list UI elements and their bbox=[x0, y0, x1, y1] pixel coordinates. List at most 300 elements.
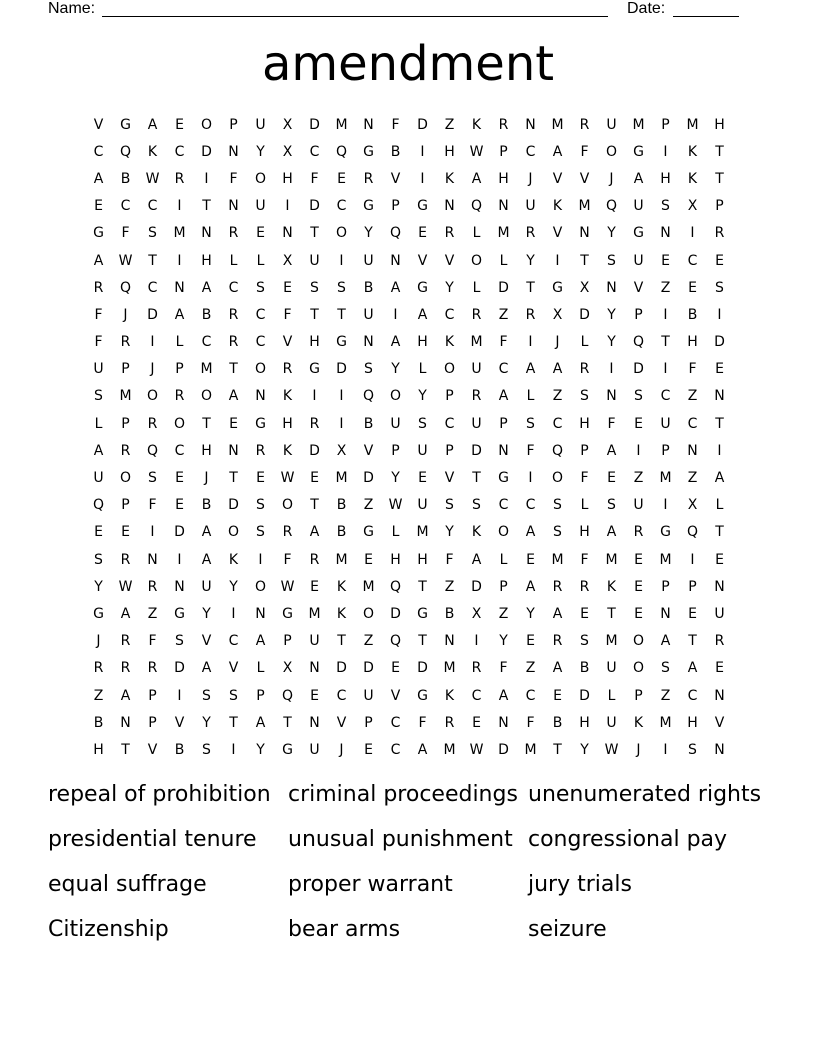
grid-letter: R bbox=[228, 334, 239, 351]
grid-letter: I bbox=[528, 334, 533, 351]
grid-letter: A bbox=[93, 170, 104, 187]
grid-letter: T bbox=[715, 143, 724, 160]
grid-letter: S bbox=[553, 497, 562, 514]
grid-letter: I bbox=[663, 741, 668, 758]
grid-letter: V bbox=[336, 714, 347, 731]
grid-letter: N bbox=[255, 388, 266, 405]
grid-letter: N bbox=[174, 279, 185, 296]
grid-letter: T bbox=[229, 714, 238, 731]
grid-letter: Z bbox=[552, 388, 563, 405]
grid-letter: X bbox=[282, 252, 293, 269]
grid-letter: E bbox=[715, 252, 724, 269]
grid-letter: A bbox=[552, 361, 563, 378]
grid-letter: B bbox=[336, 497, 347, 514]
grid-letter: G bbox=[309, 361, 320, 378]
grid-letter: S bbox=[472, 497, 481, 514]
grid-letter: I bbox=[177, 551, 182, 568]
grid-letter: S bbox=[661, 198, 670, 215]
grid-letter: C bbox=[471, 687, 482, 704]
grid-letter: N bbox=[606, 388, 617, 405]
grid-letter: E bbox=[634, 551, 643, 568]
grid-letter: J bbox=[204, 470, 209, 487]
grid-letter: Y bbox=[499, 633, 508, 650]
grid-letter: E bbox=[526, 551, 535, 568]
grid-letter: E bbox=[634, 578, 643, 595]
grid-letter: T bbox=[580, 252, 589, 269]
grid-letter: S bbox=[175, 633, 184, 650]
grid-letter: Y bbox=[445, 524, 454, 541]
grid-letter: L bbox=[580, 334, 589, 351]
grid-letter: M bbox=[497, 225, 510, 242]
grid-letter: I bbox=[663, 306, 668, 323]
grid-letter: Y bbox=[445, 279, 454, 296]
grid-letter: Q bbox=[362, 388, 375, 405]
grid-letter: A bbox=[633, 170, 644, 187]
grid-letter: L bbox=[472, 225, 481, 242]
grid-letter: R bbox=[228, 306, 239, 323]
grid-letter: V bbox=[363, 442, 374, 459]
word-list-item: proper warrant bbox=[288, 872, 453, 897]
grid-letter: S bbox=[553, 524, 562, 541]
grid-letter: U bbox=[363, 306, 374, 323]
grid-letter: S bbox=[607, 497, 616, 514]
grid-letter: E bbox=[337, 170, 346, 187]
grid-letter: Y bbox=[607, 306, 616, 323]
grid-letter: L bbox=[94, 415, 103, 432]
grid-letter: Q bbox=[146, 442, 159, 459]
grid-letter: G bbox=[282, 741, 293, 758]
grid-letter: E bbox=[418, 470, 427, 487]
grid-letter: B bbox=[363, 279, 374, 296]
grid-letter: V bbox=[147, 741, 158, 758]
grid-letter: C bbox=[444, 306, 455, 323]
grid-letter: O bbox=[254, 361, 267, 378]
grid-letter: R bbox=[120, 660, 131, 677]
grid-letter: G bbox=[363, 198, 374, 215]
grid-letter: S bbox=[229, 687, 238, 704]
grid-letter: W bbox=[388, 497, 403, 514]
grid-letter: I bbox=[663, 143, 668, 160]
grid-letter: N bbox=[714, 388, 725, 405]
grid-letter: Z bbox=[147, 605, 158, 622]
grid-letter: T bbox=[418, 633, 427, 650]
grid-letter: J bbox=[636, 741, 641, 758]
grid-letter: B bbox=[201, 306, 212, 323]
grid-letter: B bbox=[120, 170, 131, 187]
grid-letter: Z bbox=[660, 279, 671, 296]
grid-letter: R bbox=[471, 306, 482, 323]
grid-letter: L bbox=[391, 524, 400, 541]
grid-letter: J bbox=[123, 306, 128, 323]
grid-letter: S bbox=[94, 388, 103, 405]
grid-letter: N bbox=[309, 714, 320, 731]
grid-letter: U bbox=[660, 415, 671, 432]
grid-letter: D bbox=[228, 497, 239, 514]
grid-letter: Q bbox=[551, 442, 564, 459]
grid-letter: C bbox=[255, 306, 266, 323]
grid-letter: K bbox=[444, 334, 455, 351]
grid-letter: H bbox=[687, 714, 698, 731]
grid-letter: R bbox=[174, 388, 185, 405]
header bbox=[48, 0, 768, 20]
grid-letter: O bbox=[200, 388, 213, 405]
grid-letter: K bbox=[228, 551, 239, 568]
grid-letter: D bbox=[336, 361, 347, 378]
grid-letter: F bbox=[229, 170, 238, 187]
grid-letter: F bbox=[607, 415, 616, 432]
grid-letter: F bbox=[580, 551, 589, 568]
grid-letter: B bbox=[687, 306, 698, 323]
grid-letter: W bbox=[604, 741, 619, 758]
grid-letter: U bbox=[471, 415, 482, 432]
date-blank-line bbox=[673, 16, 739, 17]
word-list-item: equal suffrage bbox=[48, 872, 207, 897]
grid-letter: G bbox=[417, 687, 428, 704]
grid-letter: D bbox=[174, 660, 185, 677]
grid-letter: D bbox=[498, 741, 509, 758]
grid-letter: R bbox=[579, 361, 590, 378]
grid-letter: M bbox=[416, 524, 429, 541]
grid-letter: R bbox=[93, 660, 104, 677]
grid-letter: E bbox=[256, 470, 265, 487]
grid-letter: S bbox=[715, 279, 724, 296]
grid-letter: P bbox=[499, 143, 508, 160]
grid-letter: N bbox=[120, 714, 131, 731]
grid-letter: H bbox=[282, 170, 293, 187]
grid-letter: Q bbox=[389, 633, 402, 650]
grid-letter: G bbox=[255, 415, 266, 432]
grid-letter: M bbox=[335, 470, 348, 487]
grid-letter: Y bbox=[202, 605, 211, 622]
grid-letter: A bbox=[552, 605, 563, 622]
grid-letter: E bbox=[526, 633, 535, 650]
word-list-item: Citizenship bbox=[48, 917, 169, 942]
grid-letter: Q bbox=[632, 334, 645, 351]
grid-letter: R bbox=[228, 225, 239, 242]
grid-letter: X bbox=[579, 279, 590, 296]
grid-letter: D bbox=[714, 334, 725, 351]
grid-letter: F bbox=[418, 714, 427, 731]
grid-letter: M bbox=[578, 198, 591, 215]
grid-letter: V bbox=[93, 116, 104, 133]
grid-letter: I bbox=[285, 198, 290, 215]
grid-letter: U bbox=[525, 198, 536, 215]
grid-letter: U bbox=[606, 714, 617, 731]
grid-letter: M bbox=[524, 741, 537, 758]
grid-letter: N bbox=[228, 198, 239, 215]
grid-letter: F bbox=[526, 442, 535, 459]
grid-letter: P bbox=[580, 442, 589, 459]
grid-letter: S bbox=[256, 524, 265, 541]
grid-letter: H bbox=[201, 252, 212, 269]
grid-letter: Q bbox=[686, 524, 699, 541]
grid-letter: R bbox=[147, 660, 158, 677]
grid-letter: P bbox=[175, 361, 184, 378]
grid-letter: E bbox=[580, 605, 589, 622]
grid-letter: P bbox=[661, 578, 670, 595]
grid-letter: V bbox=[174, 714, 185, 731]
grid-letter: N bbox=[228, 442, 239, 459]
grid-letter: L bbox=[175, 334, 184, 351]
grid-letter: N bbox=[228, 143, 239, 160]
grid-letter: M bbox=[362, 578, 375, 595]
grid-letter: I bbox=[609, 361, 614, 378]
grid-letter: M bbox=[659, 714, 672, 731]
grid-letter: C bbox=[93, 143, 104, 160]
grid-letter: T bbox=[337, 633, 346, 650]
grid-letter: C bbox=[336, 687, 347, 704]
grid-letter: V bbox=[633, 279, 644, 296]
grid-letter: I bbox=[339, 252, 344, 269]
grid-letter: E bbox=[364, 741, 373, 758]
grid-letter: H bbox=[417, 334, 428, 351]
grid-letter: D bbox=[309, 442, 320, 459]
grid-letter: X bbox=[471, 605, 482, 622]
grid-letter: N bbox=[498, 442, 509, 459]
grid-letter: B bbox=[363, 415, 374, 432]
grid-letter: P bbox=[391, 442, 400, 459]
grid-letter: N bbox=[282, 225, 293, 242]
grid-letter: T bbox=[715, 415, 724, 432]
grid-letter: A bbox=[417, 741, 428, 758]
grid-letter: T bbox=[715, 524, 724, 541]
grid-letter: D bbox=[309, 198, 320, 215]
grid-letter: A bbox=[147, 116, 158, 133]
grid-letter: C bbox=[390, 714, 401, 731]
grid-letter: A bbox=[93, 252, 104, 269]
grid-letter: A bbox=[201, 524, 212, 541]
grid-letter: N bbox=[714, 578, 725, 595]
grid-letter: X bbox=[687, 198, 698, 215]
grid-letter: G bbox=[336, 334, 347, 351]
grid-letter: B bbox=[579, 660, 590, 677]
grid-letter: A bbox=[93, 442, 104, 459]
grid-letter: U bbox=[255, 198, 266, 215]
grid-letter: S bbox=[607, 252, 616, 269]
grid-letter: P bbox=[661, 442, 670, 459]
grid-letter: N bbox=[606, 279, 617, 296]
grid-letter: A bbox=[417, 306, 428, 323]
grid-letter: B bbox=[552, 714, 563, 731]
grid-letter: M bbox=[119, 388, 132, 405]
grid-letter: L bbox=[256, 660, 265, 677]
grid-letter: N bbox=[498, 714, 509, 731]
grid-letter: Z bbox=[93, 687, 104, 704]
grid-letter: Z bbox=[363, 497, 374, 514]
grid-letter: G bbox=[552, 279, 563, 296]
grid-letter: U bbox=[390, 415, 401, 432]
grid-letter: A bbox=[471, 170, 482, 187]
grid-letter: R bbox=[147, 415, 158, 432]
grid-letter: I bbox=[393, 306, 398, 323]
grid-letter: A bbox=[660, 633, 671, 650]
grid-letter: I bbox=[231, 741, 236, 758]
grid-letter: H bbox=[282, 415, 293, 432]
grid-letter: L bbox=[499, 252, 508, 269]
grid-letter: K bbox=[633, 714, 644, 731]
grid-letter: S bbox=[202, 741, 211, 758]
grid-letter: R bbox=[444, 225, 455, 242]
grid-letter: V bbox=[444, 470, 455, 487]
grid-letter: N bbox=[498, 198, 509, 215]
grid-letter: C bbox=[444, 415, 455, 432]
grid-letter: S bbox=[634, 388, 643, 405]
grid-letter: P bbox=[688, 578, 697, 595]
grid-letter: O bbox=[281, 497, 294, 514]
grid-letter: A bbox=[525, 578, 536, 595]
grid-letter: L bbox=[499, 551, 508, 568]
grid-letter: C bbox=[309, 143, 320, 160]
grid-letter: C bbox=[228, 633, 239, 650]
grid-letter: H bbox=[417, 551, 428, 568]
grid-letter: H bbox=[201, 442, 212, 459]
grid-letter: R bbox=[120, 551, 131, 568]
grid-letter: E bbox=[175, 497, 184, 514]
grid-letter: G bbox=[417, 198, 428, 215]
grid-letter: G bbox=[93, 605, 104, 622]
grid-letter: Y bbox=[94, 578, 103, 595]
grid-letter: G bbox=[417, 279, 428, 296]
grid-letter: K bbox=[444, 687, 455, 704]
grid-letter: F bbox=[688, 361, 697, 378]
grid-letter: Y bbox=[256, 741, 265, 758]
grid-letter: E bbox=[175, 470, 184, 487]
grid-letter: V bbox=[579, 170, 590, 187]
grid-letter: Q bbox=[335, 143, 348, 160]
grid-letter: J bbox=[339, 741, 344, 758]
name-blank-line bbox=[102, 16, 608, 17]
grid-letter: U bbox=[363, 687, 374, 704]
grid-letter: G bbox=[120, 116, 131, 133]
grid-letter: U bbox=[309, 633, 320, 650]
grid-letter: N bbox=[255, 605, 266, 622]
grid-letter: I bbox=[339, 388, 344, 405]
grid-letter: P bbox=[499, 415, 508, 432]
grid-letter: A bbox=[471, 551, 482, 568]
grid-letter: G bbox=[174, 605, 185, 622]
grid-letter: F bbox=[445, 551, 454, 568]
grid-letter: A bbox=[120, 605, 131, 622]
grid-letter: I bbox=[312, 388, 317, 405]
grid-letter: L bbox=[418, 361, 427, 378]
grid-letter: R bbox=[444, 714, 455, 731]
grid-letter: N bbox=[363, 116, 374, 133]
grid-letter: L bbox=[715, 497, 724, 514]
grid-letter: R bbox=[282, 361, 293, 378]
grid-letter: D bbox=[417, 660, 428, 677]
grid-letter: Z bbox=[444, 116, 455, 133]
grid-letter: P bbox=[499, 578, 508, 595]
grid-letter: P bbox=[148, 687, 157, 704]
grid-letter: U bbox=[201, 578, 212, 595]
grid-letter: Y bbox=[202, 714, 211, 731]
grid-letter: U bbox=[633, 497, 644, 514]
grid-letter: Q bbox=[281, 687, 294, 704]
grid-letter: T bbox=[202, 198, 211, 215]
grid-letter: S bbox=[688, 741, 697, 758]
grid-letter: R bbox=[633, 524, 644, 541]
grid-letter: A bbox=[228, 388, 239, 405]
grid-letter: Q bbox=[92, 497, 105, 514]
word-list-item: seizure bbox=[528, 917, 607, 942]
grid-letter: P bbox=[283, 633, 292, 650]
grid-letter: A bbox=[687, 660, 698, 677]
grid-letter: L bbox=[607, 687, 616, 704]
grid-letter: Y bbox=[364, 225, 373, 242]
grid-letter: P bbox=[148, 714, 157, 731]
grid-letter: C bbox=[228, 279, 239, 296]
grid-letter: E bbox=[121, 524, 130, 541]
grid-letter: K bbox=[336, 605, 347, 622]
grid-letter: X bbox=[336, 442, 347, 459]
grid-letter: M bbox=[659, 551, 672, 568]
grid-letter: I bbox=[177, 198, 182, 215]
grid-letter: R bbox=[174, 170, 185, 187]
word-list bbox=[48, 774, 768, 954]
grid-letter: S bbox=[256, 497, 265, 514]
grid-letter: A bbox=[714, 470, 725, 487]
grid-letter: E bbox=[229, 415, 238, 432]
grid-letter: K bbox=[147, 143, 158, 160]
grid-letter: E bbox=[310, 470, 319, 487]
grid-letter: R bbox=[714, 225, 725, 242]
grid-letter: B bbox=[444, 605, 455, 622]
grid-letter: P bbox=[634, 306, 643, 323]
grid-letter: B bbox=[390, 143, 401, 160]
grid-letter: M bbox=[443, 660, 456, 677]
grid-letter: F bbox=[94, 306, 103, 323]
word-list-item: criminal proceedings bbox=[288, 782, 518, 807]
grid-letter: U bbox=[606, 116, 617, 133]
grid-letter: F bbox=[526, 714, 535, 731]
grid-letter: E bbox=[607, 470, 616, 487]
grid-letter: U bbox=[93, 361, 104, 378]
grid-letter: M bbox=[632, 116, 645, 133]
grid-letter: V bbox=[201, 633, 212, 650]
grid-letter: F bbox=[391, 116, 400, 133]
grid-letter: C bbox=[498, 361, 509, 378]
grid-letter: O bbox=[254, 578, 267, 595]
grid-letter: G bbox=[363, 143, 374, 160]
word-list-item: jury trials bbox=[528, 872, 632, 897]
grid-letter: E bbox=[256, 225, 265, 242]
grid-letter: Y bbox=[607, 334, 616, 351]
grid-letter: R bbox=[471, 388, 482, 405]
grid-letter: M bbox=[308, 605, 321, 622]
grid-letter: Y bbox=[391, 470, 400, 487]
grid-letter: Q bbox=[470, 198, 483, 215]
grid-letter: V bbox=[552, 170, 563, 187]
grid-letter: K bbox=[471, 116, 482, 133]
grid-letter: S bbox=[445, 497, 454, 514]
grid-letter: H bbox=[579, 415, 590, 432]
grid-letter: S bbox=[580, 388, 589, 405]
grid-letter: A bbox=[390, 334, 401, 351]
grid-letter: F bbox=[148, 497, 157, 514]
grid-letter: E bbox=[715, 660, 724, 677]
grid-letter: N bbox=[201, 225, 212, 242]
grid-letter: A bbox=[120, 687, 131, 704]
grid-letter: Y bbox=[256, 143, 265, 160]
grid-letter: F bbox=[283, 306, 292, 323]
grid-letter: G bbox=[633, 225, 644, 242]
grid-letter: I bbox=[555, 252, 560, 269]
grid-letter: M bbox=[443, 741, 456, 758]
grid-letter: A bbox=[390, 279, 401, 296]
grid-letter: Y bbox=[391, 361, 400, 378]
grid-letter: O bbox=[227, 524, 240, 541]
grid-letter: S bbox=[418, 415, 427, 432]
